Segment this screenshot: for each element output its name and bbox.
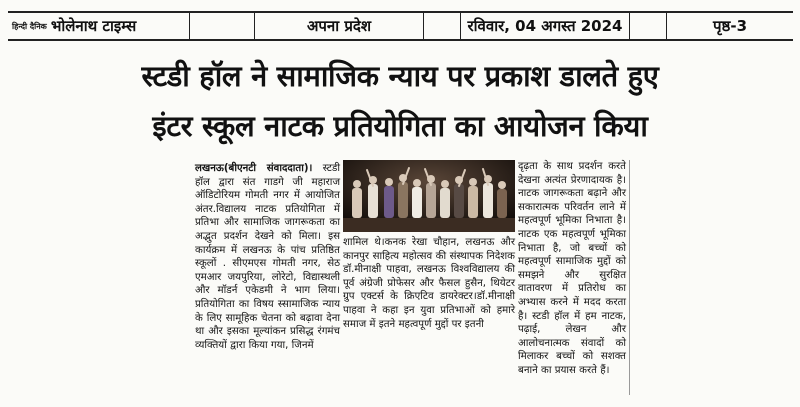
page-number: पृष्ठ-3	[666, 13, 793, 39]
article-column-3: दृढ़ता के साथ प्रदर्शन करते देखना अत्यंत प्रेरणादायक है। नाटक जागरूकता बढ़ाने और सकारात्मक परिवर्तन लाने में महत्वपूर्ण भूमिका निभाता है।नाटक एक महत्वपूर्ण भूमिका निभाता है, जो बच्चों को महत्वपूर्ण सामाजिक मुद्दों को समझने और सुरक्षित वातावरण में प्रतिरोध का अभ्यास करने में मदद करता है। स्टडी हॉल में हम नाटक, पढ़ाई, लेखन और आलोचनात्मक संवादों को मिलाकर बच्चों को सशक्त बनाने का प्रयास करते हैं।	[518, 161, 626, 376]
issue-date: रविवार, 04 अगस्त 2024	[460, 13, 630, 39]
column-divider	[629, 160, 630, 395]
column-1-text: स्टडी हॉल द्वारा संत गाडगे जी महाराज ऑडिटोरियम गोमती नगर में आयोजित अंतर.विद्यालय नाटक प्रतियोगिता में प्रतिभा और सामाजिक जागरूकता का अद्भुत प्रदर्शन देखने को मिला। इस कार्यक्रम में लखनऊ के पांच प्रतिष्ठित स्कूलों . सीएमएस गोमती नगर, सेठ एमआर जयपुरिया, लोरेटो, विद्यास्थली और मॉडर्न एकेडमी ने भाग लिया। प्रतियोगिता का विषय स्सामाजिक न्याय के लिए सामूहिक चेतना को बढ़ावा देना था और इसका मूल्यांकन प्रसिद्ध रंगमंच व्यक्तियों द्वारा किया गया, जिनमें	[195, 163, 340, 351]
paper-name-cell	[8, 13, 190, 39]
article-column-2: शामिल थे।कनक रेखा चौहान, लखनऊ और कानपुर साहित्य महोत्सव की संस्थापक निदेशक डॉ.मीनाक्षी पाहवा, लखनऊ विश्वविद्यालय की पूर्व अंग्रेजी प्रोफेसर और फैसल हुसैन, थियेटर ग्रुप एक्टर्स के क्रिएटिव डायरेक्टर।डॉ.मीनाक्षी पाहवा ने कहा इन युवा प्रतिभाओं को हमारे समाज में इतने महत्वपूर्ण मुद्दों पर इतनी	[343, 237, 515, 330]
dateline: लखनऊ(बीएनटी संवाददाता)।	[195, 163, 313, 174]
photo-illustration	[343, 160, 515, 232]
masthead	[8, 11, 793, 41]
headline-line-2: इंटर स्कूल नाटक प्रतियोगिता का आयोजन किया	[152, 109, 648, 143]
paper-prefix: हिन्दी दैनिक	[12, 21, 47, 31]
article-column-1	[195, 162, 340, 352]
section-name: अपना प्रदेश	[254, 13, 424, 39]
headline-line-1: स्टडी हॉल ने सामाजिक न्याय पर प्रकाश डालते हुए	[141, 59, 659, 93]
stage-performance-photo	[343, 160, 515, 232]
paper-name: भोलेनाथ टाइम्स	[50, 17, 137, 35]
